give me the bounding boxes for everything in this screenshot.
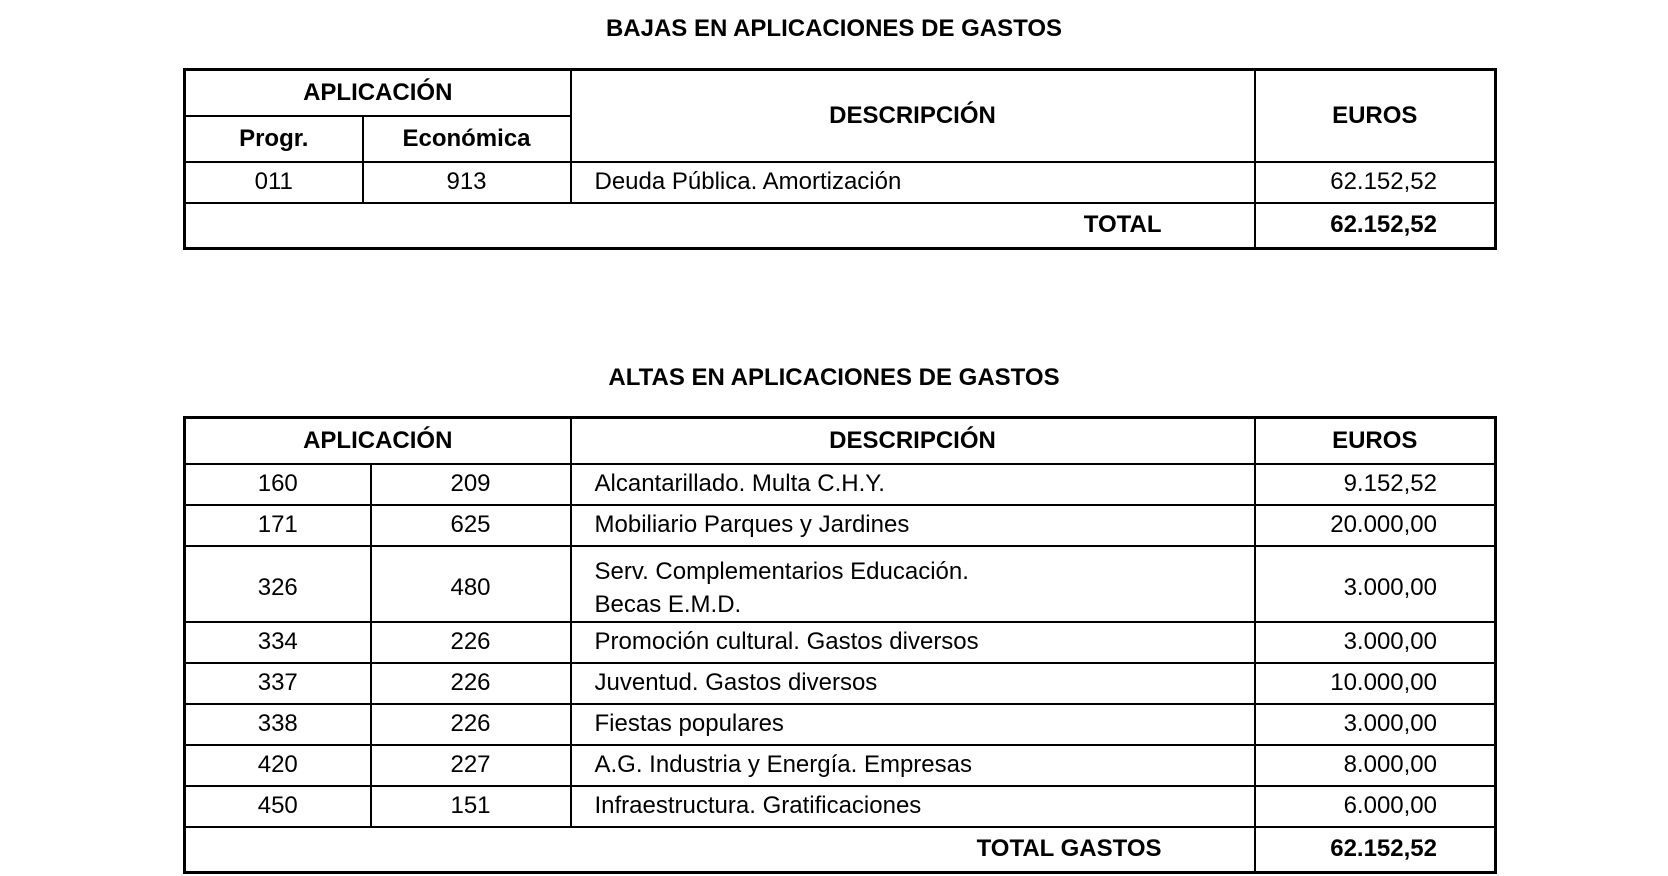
bajas-header-row — [185, 70, 1496, 116]
progr-cell: 420 — [185, 745, 371, 786]
descripcion-cell: Infraestructura. Gratificaciones — [571, 786, 1255, 827]
descripcion-cell: Deuda Pública. Amortización — [571, 162, 1255, 203]
altas-total-row — [185, 827, 1496, 873]
table-row — [185, 786, 1496, 827]
table-row — [185, 622, 1496, 663]
euros-cell: 3.000,00 — [1255, 704, 1496, 745]
descripcion-cell: Juventud. Gastos diversos — [571, 663, 1255, 704]
altas-header-descripcion: DESCRIPCIÓN — [571, 418, 1255, 464]
bajas-total-label: TOTAL — [185, 203, 1255, 249]
progr-cell: 338 — [185, 704, 371, 745]
table-row — [185, 704, 1496, 745]
euros-cell: 9.152,52 — [1255, 464, 1496, 505]
economica-cell: 226 — [371, 704, 571, 745]
euros-cell: 8.000,00 — [1255, 745, 1496, 786]
euros-cell: 3.000,00 — [1255, 546, 1496, 622]
altas-table — [183, 416, 1497, 874]
progr-cell: 450 — [185, 786, 371, 827]
economica-cell: 625 — [371, 505, 571, 546]
descripcion-cell: Promoción cultural. Gastos diversos — [571, 622, 1255, 663]
descripcion-line: Serv. Complementarios Educación. — [594, 557, 969, 585]
bajas-header-economica: Económica — [363, 116, 571, 162]
altas-title: ALTAS EN APLICACIONES DE GASTOS — [608, 364, 1060, 391]
progr-cell: 334 — [185, 622, 371, 663]
bajas-total-row — [185, 203, 1496, 249]
table-row — [185, 464, 1496, 505]
progr-cell: 171 — [185, 505, 371, 546]
altas-header-row — [185, 418, 1496, 464]
bajas-header-descripcion: DESCRIPCIÓN — [571, 70, 1255, 162]
economica-cell: 151 — [371, 786, 571, 827]
table-row — [185, 505, 1496, 546]
bajas-table — [183, 68, 1497, 250]
euros-cell: 6.000,00 — [1255, 786, 1496, 827]
descripcion-cell: A.G. Industria y Energía. Empresas — [571, 745, 1255, 786]
economica-cell: 226 — [371, 663, 571, 704]
progr-cell: 011 — [185, 162, 363, 203]
economica-cell: 227 — [371, 745, 571, 786]
progr-cell: 160 — [185, 464, 371, 505]
bajas-header-euros: EUROS — [1255, 70, 1496, 162]
euros-cell: 3.000,00 — [1255, 622, 1496, 663]
bajas-total-value: 62.152,52 — [1255, 203, 1496, 249]
bajas-title: BAJAS EN APLICACIONES DE GASTOS — [605, 15, 1063, 42]
altas-total-value: 62.152,52 — [1255, 827, 1496, 873]
euros-cell: 20.000,00 — [1255, 505, 1496, 546]
table-row — [185, 546, 1496, 622]
descripcion-line: Becas E.M.D. — [594, 590, 742, 618]
economica-cell: 226 — [371, 622, 571, 663]
altas-total-label: TOTAL GASTOS — [185, 827, 1255, 873]
economica-cell: 913 — [363, 162, 571, 203]
euros-cell: 10.000,00 — [1255, 663, 1496, 704]
table-row — [185, 745, 1496, 786]
altas-header-euros: EUROS — [1255, 418, 1496, 464]
euros-cell: 62.152,52 — [1255, 162, 1496, 203]
table-row — [185, 162, 1496, 203]
economica-cell: 480 — [371, 546, 571, 622]
progr-cell: 337 — [185, 663, 371, 704]
altas-header-aplicacion: APLICACIÓN — [185, 418, 571, 464]
descripcion-cell — [571, 546, 1255, 622]
progr-cell: 326 — [185, 546, 371, 622]
economica-cell: 209 — [371, 464, 571, 505]
table-row — [185, 663, 1496, 704]
descripcion-cell: Alcantarillado. Multa C.H.Y. — [571, 464, 1255, 505]
bajas-header-aplicacion: APLICACIÓN — [185, 70, 571, 116]
descripcion-cell: Fiestas populares — [571, 704, 1255, 745]
bajas-header-progr: Progr. — [185, 116, 363, 162]
descripcion-cell: Mobiliario Parques y Jardines — [571, 505, 1255, 546]
